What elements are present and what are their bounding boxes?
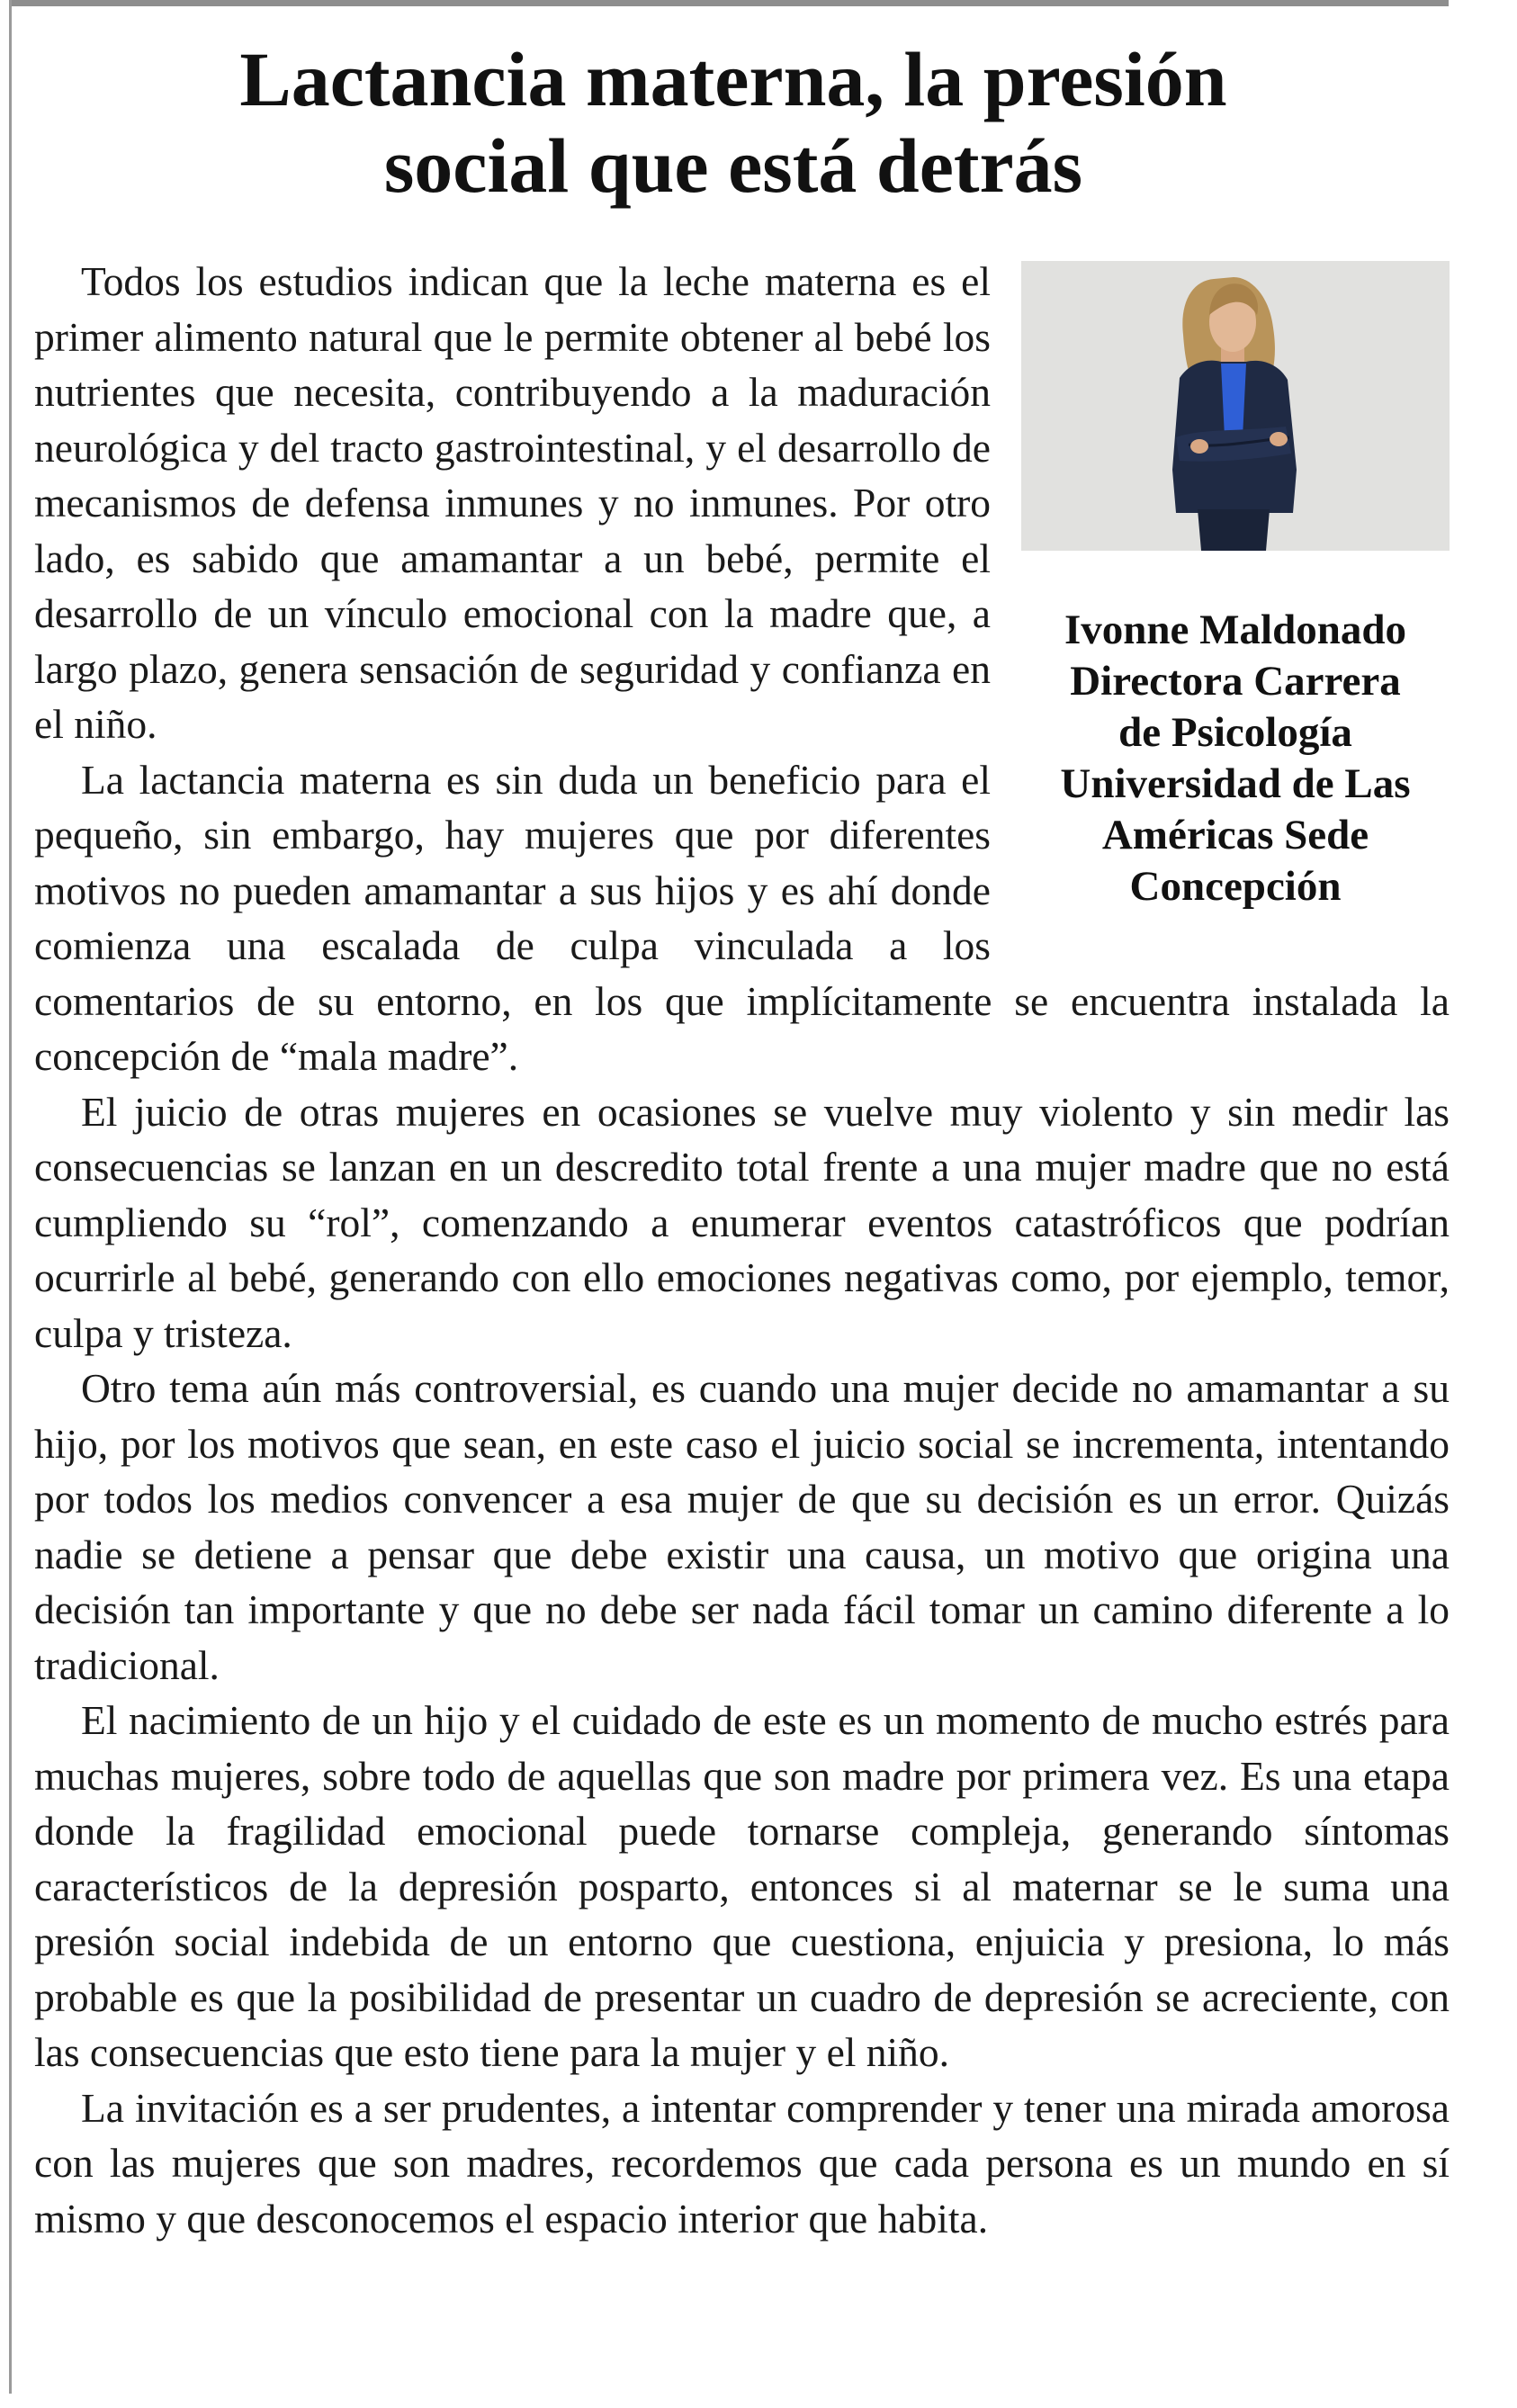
paragraph-2: La lactancia materna es sin duda un beneficio para el pequeño, sin embargo, hay mujeres que por diferentes motivos no pueden amamantar a sus hijos y es ahí donde comienza una escalada de culpa vinculada a los comentarios de su entorno, en los que implícitamente se encuentra instalada la concepción de “mala madre”. (34, 756, 1450, 1079)
headline (18, 36, 1449, 209)
author-credit (1021, 605, 1450, 912)
left-rule (9, 0, 12, 2394)
author-sidebar (1021, 261, 1450, 934)
author-title-line-2: de Psicología (1118, 709, 1352, 756)
article-body (34, 254, 1450, 2246)
author-institution-line-3: Concepción (1129, 863, 1342, 910)
paragraph-1: Todos los estudios indican que la leche materna es el primer alimento natural que le permite obtener al bebé los nutrientes que necesita, contribuyendo a la maduración neurológica y del tracto gastrointestinal, y el desarrollo de mecanismos de defensa inmunes y no inmunes. Por otro lado, es sabido que amamantar a un bebé, permite el desarrollo de un vínculo emocional con la madre que, a largo plazo, genera sensación de seguridad y confianza en el niño. (34, 258, 991, 747)
headline-line-2: social que está detrás (383, 122, 1083, 209)
paragraph-6: La invitación es a ser prudentes, a intentar comprender y tener una mirada amorosa con las mujeres que son madres, recordemos que cada persona es un mundo en sí mismo y que desconocemos el espacio interior que habita. (34, 2084, 1450, 2242)
paragraph-4: Otro tema aún más controversial, es cuando una mujer decide no amamantar a su hijo, por los motivos que sean, en este caso el juicio social se incrementa, intentando por todos los medios convencer a esa mujer de que su decisión es un error. Quizás nadie se detiene a pensar que debe existir una causa, un motivo que origina una decisión tan importante y que no debe ser nada fácil tomar un camino diferente a lo tradicional. (34, 1365, 1450, 1688)
author-institution-line-2: Américas Sede (1101, 812, 1369, 858)
paragraph-3: El juicio de otras mujeres en ocasiones se vuelve muy violento y sin medir las consecuencias se lanzan en un descredito total frente a una mujer madre que no está cumpliendo su “rol”, comenzando a enumerar eventos catastróficos que podrían ocurrirle al bebé, generando con ello emociones negativas como, por ejemplo, temor, culpa y tristeza. (34, 1088, 1450, 1356)
paragraph-5: El nacimiento de un hijo y el cuidado de este es un momento de mucho estrés para muchas mujeres, sobre todo de aquellas que son madre por primera vez. Es una etapa donde la fragilidad emocional puede tornarse compleja, generando síntomas característicos de la depresión posparto, entonces si al maternar se le suma una presión social indebida de un entorno que cuestiona, enjuicia y presiona, lo más probable es que la posibilidad de presentar un cuadro de depresión se acreciente, con las consecuencias que esto tiene para la mujer y el niño. (34, 1697, 1450, 2075)
author-photo (1021, 261, 1450, 551)
top-rule (9, 0, 1449, 6)
author-portrait-icon (1021, 261, 1450, 551)
author-name: Ivonne Maldonado (1064, 606, 1407, 653)
author-institution-line-1: Universidad de Las (1060, 760, 1411, 807)
author-title-line-1: Directora Carrera (1070, 658, 1401, 705)
headline-line-1: Lactancia materna, la presión (239, 36, 1227, 122)
